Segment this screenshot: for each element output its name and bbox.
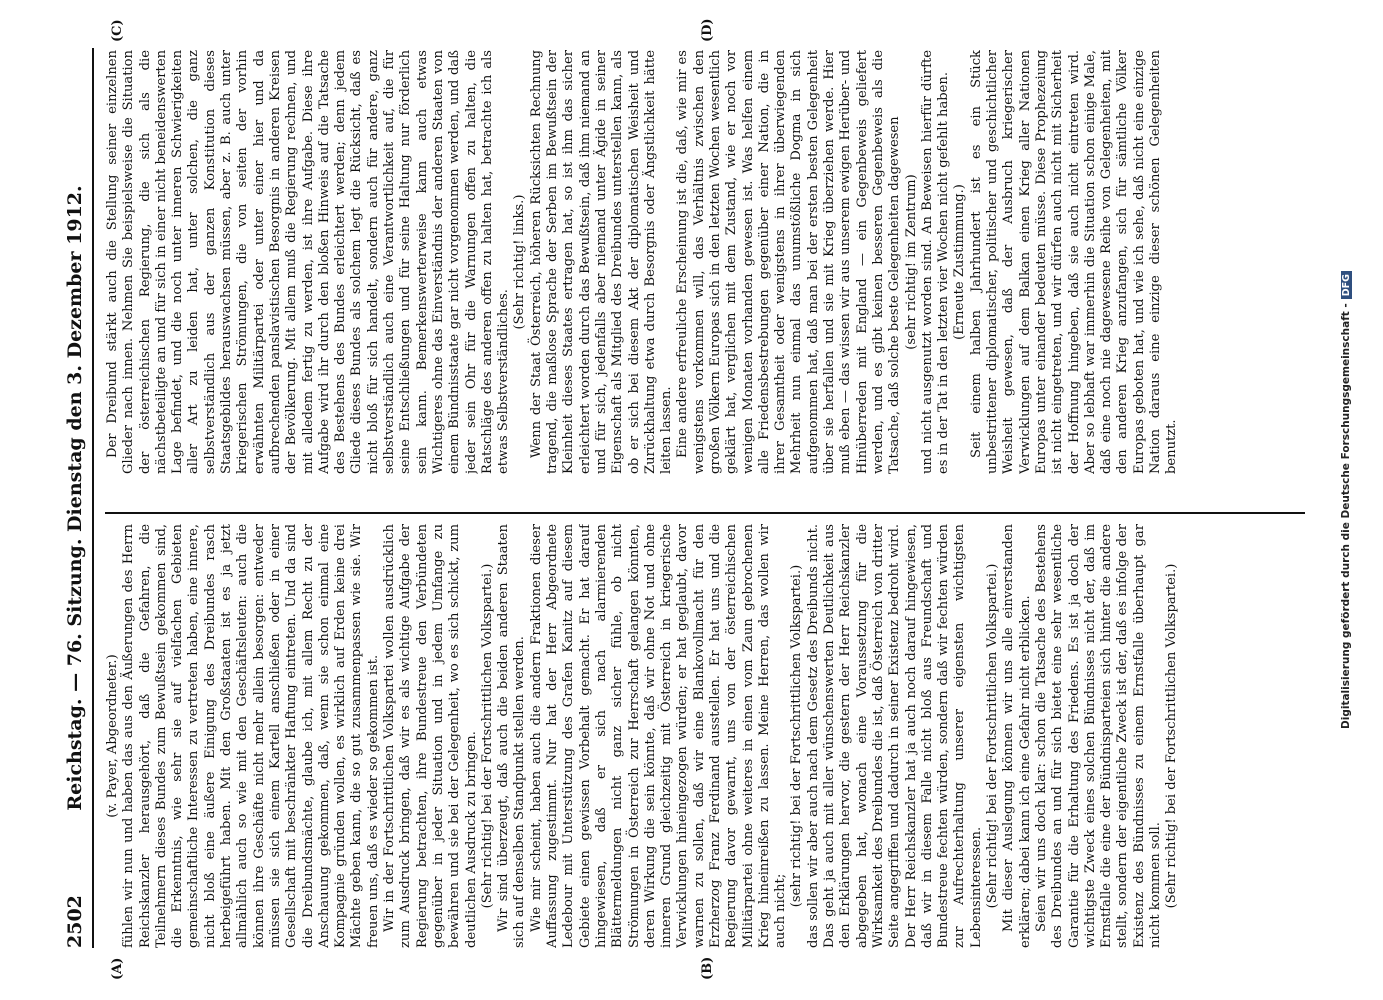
page-number: 2502 (64, 895, 86, 948)
interjection: (Sehr richtig! bei der Fortschrittlichen Volkspartei.) (479, 563, 495, 909)
margin-mark-b: (B) (700, 956, 715, 980)
paragraph: Wir sind überzeugt, daß auch die beiden anderen Staaten sich auf denselben Standpunkt stellen werden. (496, 524, 528, 948)
paragraph: Der Dreibund stärkt auch die Stellung seiner einzelnen Glieder nach innen. Nehmen Sie beispielsweise die Situation der österreichischen Regierung, die sich als die nächstbeteiligte an und für sich in einer nicht beneidenswerten Lage befindet, und die noch unter inneren Schwierigkeiten aller Art zu leiden hat, unter solchen, die ganz selbstverständlich aus der ganzen Konstitution dieses Staatsgebildes herauswachsen müssen, aber z. B. auch unter kriegerischen Strömungen, die von seiten der vorhin erwähnten Militärpartei oder unter einer hier und da aufbrechenden panslavistischen Besorgnis in anderen Kreisen der Bevölkerung. Mit allem muß die Regierung rechnen, und mit alledem fertig zu werden, ist ihre Aufgabe. Diese ihre Aufgabe wird ihr durch den bloßen Hinweis auf die Tatsache des Bestehens des Bundes erleichtert werden; denn jedem Gliede dieses Bundes als solchem legt die Rücksicht, daß es nicht bloß für sich handelt, sondern auch für andere, ganz selbstverständlich auch eine Verantwortlichkeit auf, die für seine Entschließungen und für seine Haltung nur förderlich sein kann. Bemerkenswerterweise kann auch etwas Wichtigeres ohne das Einverständnis der anderen Staaten von einem Bündnisstaate gar nicht vorgenommen werden, und daß jeder sein Ohr für die Warnungen offen zu halten, die Ratschläge des anderen offen zu halten hat, betrachte ich als etwas Selbstverständliches. (105, 50, 512, 474)
header-rule (92, 48, 94, 948)
interjection: (Sehr richtig! links.) (512, 194, 528, 330)
dfg-logo: DFG (1341, 271, 1352, 299)
paragraph: fühlen wir nun und haben das aus den Äußerungen des Herrn Reichskanzler herausgehört, daß die Gefahren, die Teilnehmern dieses Bundes zum Bewußtsein gekommen sind, die Erkenntnis, wie sehr sie auf vielfachen Gebieten gemeinschaftliche Interessen zu vertreten haben, eine innere, nicht bloß eine äußere Einigung des Dreibundes rasch herbeigeführt haben. Mit den Großstaaten ist es ja jetzt allmählich auch so wie mit den Geschäftsleuten: auch die können ihre Geschäfte nicht mehr allein besorgen: entweder müssen sie sich einem Kartell anschließen oder in einer Gesellschaft mit beschränkter Haftung eintreten. Und da sind die Dreibundsmächte, glaube ich, mit allem Recht zu der Anschauung gekommen, daß, wenn sie schon einmal eine Kompagnie gründen wollen, es wirklich auf Erden keine drei Mächte geben kann, die so gut zusammenpassen wie sie. Wir freuen uns, daß es wieder so gekommen ist. (121, 524, 381, 948)
paragraph: Seien wir uns doch klar: schon die Tatsache des Bestehens des Dreibundes an und für sich bietet eine sehr wesentliche Garantie für die Erhaltung des Friedens. Es ist ja doch der wichtigste Zweck eines solchen Bündnisses nicht der, daß im Ernstfalle die eine der Bündnisparteien sich hinter die andere stellt, sondern der eigentliche Zweck ist der, daß es infolge der Existenz des Bündnisses zu einem Ernstfalle überhaupt gar nicht kommen soll. (1033, 524, 1163, 948)
left-column (105, 524, 1305, 948)
interjection: (sehr richtig! im Zentrum) (903, 174, 919, 350)
digitization-credit (1340, 50, 1352, 950)
paragraph: Wir in der Fortschrittlichen Volkspartei wollen ausdrücklich zum Ausdruck bringen, daß wir es als wichtige Aufgabe der Regierung betrachten, ihre Bundestreue den Verbündeten gegenüber in jeder Situation und in jedem Umfange zu bewähren und sie bei der Gelegenheit, wo es sich schickt, zum deutlichen Ausdruck zu bringen. (382, 524, 479, 948)
interjection: (Erneute Zustimmung.) (952, 184, 968, 340)
interjection: (Sehr richtig! bei der Fortschrittlichen Volkspartei.) (1164, 563, 1180, 909)
credit-text: Digitalisierung gefördert durch die Deutsche Forschungsgemeinschaft - (1340, 303, 1352, 729)
paragraph: Seit einem halben Jahrhundert ist es ein Stück unbestrittener diplomatischer, politischer und geschichtlicher Weisheit gewesen, daß der Ausbruch kriegerischer Verwicklungen auf dem Balkan einen Krieg aller Nationen Europas unter einander bedeuten müsse. Diese Prophezeiung ist nicht eingetreten, und wir dürfen auch nicht mit Sicherheit der Hoffnung hingeben, daß sie auch nicht eintreten wird. Aber so lebhaft war immerhin die Situation schon einige Male, daß eine noch nie dagewesene Reihe von Gelegenheiten, mit den anderen Krieg anzufangen, sich für sämtliche Völker Europas geboten hat, und wie ich sehe, daß nicht eine einzige Nation daraus eine einzige dieser schönen Gelegenheiten benutzt. (968, 50, 1180, 474)
paragraph: das sollen wir aber auch nach dem Gesetz des Dreibunds nicht. Das geht ja auch mit aller wünschenswerten Deutlichkeit aus den Erklärungen hervor, die gestern der Herr Reichskanzler abgegeben hat, wonach eine Voraussetzung für die Wirksamkeit des Dreibundes die ist, daß Österreich von dritter Seite angegriffen und dadurch in seiner Existenz bedroht wird. Der Herr Reichskanzler hat ja auch noch darauf hingewiesen, daß wir in diesem Falle nicht bloß aus Freundschaft und Bundestreue fechten würden, sondern daß wir fechten würden zur Aufrechterhaltung unserer eigensten wichtigsten Lebensinteressen. (805, 524, 984, 948)
paragraph: Wie mir scheint, haben auch die andern Fraktionen dieser Auffassung zugestimmt. Nur hat der Herr Abgeordnete Ledebour mit Unterstützung des Grafen Kanitz auf diesem Gebiete einen gewissen Vorbehalt gemacht. Er hat darauf hingewiesen, daß er sich nach alarmierenden Blättermeldungen nicht ganz sicher fühle, ob nicht Strömungen in Österreich zur Herrschaft gelangen könnten, deren Wirkung die sein könnte, daß wir ohne Not und ohne inneren Grund gleichzeitig mit Österreich in kriegerische Verwicklungen hineingezogen würden; er hat geglaubt, davor warnen zu sollen, daß wir eine Blankovollmacht für den Erzherzog Franz Ferdinand ausstellen. Er hat uns und die Regierung davor gewarnt, uns von der österreichischen Militärpartei ohne weiteres in einen vom Zaun gebrochenen Krieg hineinreißen zu lassen. Meine Herren, das wollen wir auch nicht; (528, 524, 789, 948)
margin-mark-d: (D) (700, 18, 715, 42)
right-column (105, 50, 1305, 474)
interjection: (Sehr richtig! bei der Fortschrittlichen Volkspartei.) (985, 563, 1001, 909)
margin-mark-c: (C) (110, 19, 125, 42)
margin-mark-a: (A) (110, 957, 125, 980)
column-divider (105, 513, 1305, 515)
interjection: (sehr richtig! bei der Fortschrittlichen Volkspartei.) (789, 564, 805, 908)
paragraph: Mit dieser Auslegung können wir uns alle einverstanden erklären; dabei kann ich eine Gefahr nicht erblicken. (1001, 524, 1033, 948)
speaker-line: (v. Payer, Abgeordneter.) (105, 654, 120, 818)
page-title: Reichstag. — 76. Sitzung. Dienstag den 3. Dezember 1912. (64, 185, 86, 811)
running-head (58, 48, 94, 948)
paragraph: Wenn der Staat Österreich, höheren Rücksichten Rechnung tragend, die maßlose Sprache der Serben im Bewußtsein der Kleinheit dieses Staates ertragen hat, so ist ihm das sicher erleichtert worden durch das Bewußtsein, daß ihm niemand an und für sich, jedenfalls aber niemand unter Ägide in seiner Eigenschaft als Mitglied des Dreibundes unterstellen kann, als ob er sich bei diesem Akt der diplomatischen Weisheit und Zurückhaltung etwa durch Besorgnis oder Ängstlichkeit hätte leiten lassen. (528, 50, 675, 474)
paragraph: und nicht ausgenutzt worden sind. An Beweisen hierfür dürfte es in der Tat in den letzten vier Wochen nicht gefehlt haben. (919, 50, 952, 474)
paragraph: Eine andere erfreuliche Erscheinung ist die, daß, wie mir es wenigstens vorkommen will, das Verhältnis zwischen den großen Völkern Europas sich in den letzten Wochen wesentlich geklärt hat, verglichen mit dem Zustand, wie er noch vor wenigen Monaten vorhanden gewesen ist. Was helfen einem alle Friedensbestrebungen gegenüber einer Nation, die in ihrer Gesamtheit oder wenigstens in ihrer überwiegenden Mehrheit nun einmal das unumstößliche Dogma in sich aufgenommen hat, daß man bei der ersten besten Gelegenheit über sie herfallen und sie mit Krieg überziehen werde. Hier muß eben — das wissen wir aus unserem ewigen Herüber- und Hinüberreden mit England — ein Gegenbeweis geliefert werden, und es gibt keinen besseren Gegenbeweis als die Tatsache, daß solche beste Gelegenheiten dagewesen (675, 50, 903, 474)
